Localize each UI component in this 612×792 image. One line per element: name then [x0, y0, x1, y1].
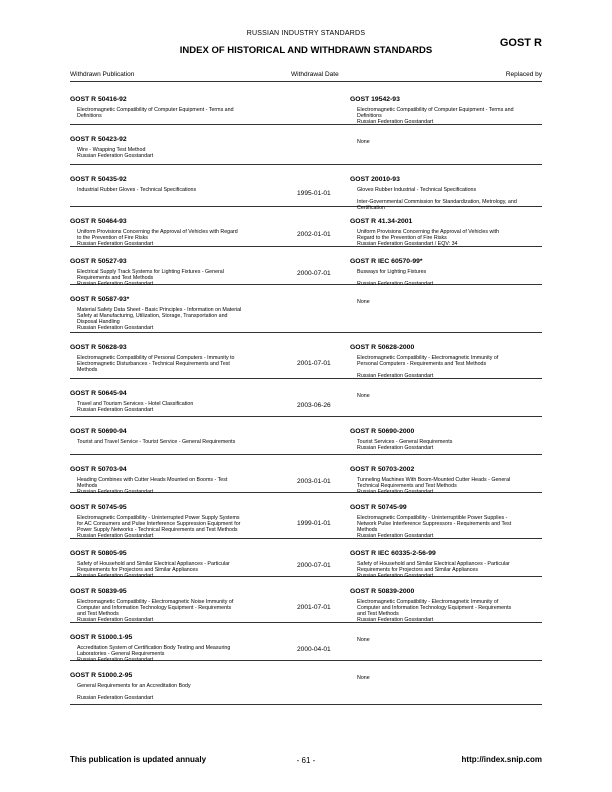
replacement-standard-code: GOST R 50628-2000 — [350, 344, 415, 351]
withdrawn-cell — [70, 176, 265, 193]
header-rule — [70, 81, 542, 82]
withdrawn-standard-code: GOST R 50805-95 — [70, 550, 127, 557]
withdrawn-cell — [70, 466, 265, 495]
replacement-description-line: Requirements for Projectors and Similar Appliances — [357, 567, 479, 573]
withdrawn-cell — [70, 218, 265, 247]
replacement-description — [357, 675, 542, 681]
withdrawn-standard-code: GOST R 50464-93 — [70, 218, 127, 225]
withdrawn-description — [77, 355, 265, 373]
withdrawn-cell — [70, 504, 265, 539]
withdrawn-description-line: Electrical Supply Track Systems for Lighting Fixtures - General — [77, 269, 224, 275]
replacement-description-line: Network Pulse Interference Suppressors - Requirements and Test — [357, 521, 512, 527]
replacement-description-line: Inter-Governmental Commission for Standardization, Metrology, and — [357, 199, 517, 205]
table-row — [70, 577, 542, 623]
withdrawn-description-line: Electromagnetic Compatibility - Uninterrupted Power Supply Systems — [77, 515, 240, 521]
replacement-cell — [350, 176, 542, 211]
withdrawn-description — [77, 147, 265, 159]
withdrawn-cell — [70, 588, 265, 623]
replacement-organization: Russian Federation Gosstandart / EQV: 34 — [357, 241, 458, 247]
withdrawn-description — [77, 307, 265, 331]
withdrawn-description — [77, 515, 265, 539]
replacement-description-line: Electromagnetic Compatibility of Computer Equipment - Terms and — [357, 107, 514, 113]
replacement-description-line: Regard to the Prevention of Fire Risks — [357, 235, 447, 241]
replacement-standard-code: GOST 19542-93 — [350, 96, 400, 103]
withdrawn-standard-code: GOST R 50527-93 — [70, 258, 127, 265]
table-row — [70, 333, 542, 379]
replacement-description-line: Certification — [357, 205, 385, 211]
replacement-standard-code: GOST R 50703-2002 — [350, 466, 415, 473]
withdrawn-description — [77, 683, 265, 701]
table-row — [70, 417, 542, 455]
withdrawn-organization: Russian Federation Gosstandart — [77, 153, 154, 159]
replacement-cell — [350, 344, 542, 379]
withdrawn-description-line: to the Prevention of Fire Risks — [77, 235, 148, 241]
replacement-description-line: Definitions — [357, 113, 382, 119]
withdrawal-date: 2002-01-01 — [297, 231, 331, 238]
replacement-description-line: Technical Requirements and Test Methods — [357, 483, 457, 489]
replacement-cell — [350, 136, 542, 145]
replacement-description — [357, 515, 542, 539]
withdrawn-description-line: Computer and Information Technology Equipment - Requirements — [77, 605, 232, 611]
withdrawn-cell — [70, 258, 265, 287]
withdrawn-description-line: General Requirements for an Accreditation Body — [77, 683, 191, 689]
withdrawal-date: 2003-01-01 — [297, 478, 331, 485]
table-row — [70, 539, 542, 577]
withdrawn-description-line: Tourist and Travel Service - Tourist Service - General Requirements — [77, 439, 236, 445]
replacement-cell — [350, 218, 542, 247]
withdrawn-organization: Russian Federation Gosstandart — [77, 657, 154, 663]
table-row — [70, 125, 542, 165]
replacement-cell — [350, 96, 542, 125]
withdrawn-description-line: Safety of Household and Similar Electrical Appliances - Particular — [77, 561, 230, 567]
withdrawn-description-line: Power Supply Networks - Technical Requirements and Test Methods — [77, 527, 238, 533]
withdrawn-cell — [70, 344, 265, 373]
replacement-description — [357, 439, 542, 451]
withdrawn-description-line: Accreditation System of Certification Body Testing and Measuring — [77, 645, 231, 651]
replacement-description-line: Electromagnetic Compatibility - Uninterruptible Power Supplies - — [357, 515, 508, 521]
replacement-description — [357, 393, 542, 399]
withdrawn-description-line: Uniform Provisions Concerning the Approval of Vehicles with Regard — [77, 229, 238, 235]
withdrawn-description — [77, 187, 265, 193]
replacement-cell — [350, 504, 542, 539]
table-row — [70, 455, 542, 493]
replacement-description-line: Busways for Lighting Fixtures — [357, 269, 427, 275]
replacement-standard-code: GOST R 50690-2000 — [350, 428, 415, 435]
withdrawn-description-line: and Test Methods — [77, 611, 119, 617]
withdrawn-description-line: Heading Combines with Cutter Heads Mounted on Booms - Test — [77, 477, 228, 483]
replacement-cell — [350, 588, 542, 623]
column-header-replaced: Replaced by — [505, 71, 542, 78]
withdrawn-description — [77, 439, 265, 445]
replacement-cell — [350, 258, 542, 287]
replacement-description — [357, 637, 542, 643]
withdrawn-description-line: Safety at Manufacturing, Utilization, Storage, Transportation and — [77, 313, 228, 319]
withdrawn-organization: Russian Federation Gosstandart — [77, 489, 154, 495]
table-row — [70, 493, 542, 539]
replacement-description-line: Personal Computers - Requirements and Test Methods — [357, 361, 487, 367]
withdrawn-organization: Russian Federation Gosstandart — [77, 407, 154, 413]
withdrawn-organization: Russian Federation Gosstandart — [77, 617, 154, 623]
header-top-line: RUSSIAN INDUSTRY STANDARDS — [246, 30, 366, 37]
withdrawn-cell — [70, 634, 265, 663]
replacement-organization: Russian Federation Gosstandart — [357, 373, 434, 379]
replacement-description-line: Uniform Provisions Concerning the Approval of Vehicles with — [357, 229, 499, 235]
withdrawn-standard-code: GOST R 50690-94 — [70, 428, 127, 435]
withdrawn-standard-code: GOST R 50839-95 — [70, 588, 127, 595]
withdrawn-cell — [70, 136, 265, 159]
withdrawn-standard-code: GOST R 50628-93 — [70, 344, 127, 351]
replacement-standard-code: GOST 20010-93 — [350, 176, 400, 183]
withdrawn-description-line: Industrial Rubber Gloves - Technical Specifications — [77, 187, 197, 193]
replacement-description-line: Computer and Information Technology Equipment - Requirements — [357, 605, 512, 611]
replacement-description-line: Tourist Services - General Requirements — [357, 439, 453, 445]
replacement-description-line: Electromagnetic Compatibility - Electromagnetic Immunity of — [357, 599, 499, 605]
withdrawal-date: 2000-07-01 — [297, 562, 331, 569]
withdrawn-description-line: Laboratories - General Requirements — [77, 651, 165, 657]
replacement-cell — [350, 466, 542, 495]
replacement-description — [357, 229, 542, 247]
replacement-description-line: None — [357, 299, 370, 305]
withdrawn-description — [77, 107, 265, 119]
withdrawn-organization: Russian Federation Gosstandart — [77, 325, 154, 331]
withdrawn-description-line: Requirements for Projectors and Similar Appliances — [77, 567, 199, 573]
withdrawal-date: 2000-04-01 — [297, 646, 331, 653]
withdrawn-description-line: Electromagnetic Compatibility of Personal Computers - Immunity to — [77, 355, 235, 361]
withdrawn-description-line: Disposal Handling — [77, 319, 120, 325]
page-title: INDEX OF HISTORICAL AND WITHDRAWN STANDARDS — [179, 45, 433, 56]
withdrawn-description-line: Requirements and Test Methods — [77, 275, 154, 281]
standards-list — [70, 85, 542, 705]
table-row — [70, 247, 542, 285]
withdrawn-organization: Russian Federation Gosstandart — [77, 533, 154, 539]
table-row — [70, 207, 542, 247]
replacement-organization: Russian Federation Gosstandart — [357, 119, 434, 125]
withdrawn-standard-code: GOST R 50435-92 — [70, 176, 127, 183]
withdrawn-cell — [70, 672, 265, 701]
withdrawn-organization: Russian Federation Gosstandart — [77, 281, 154, 287]
withdrawn-standard-code: GOST R 50703-94 — [70, 466, 127, 473]
table-row — [70, 623, 542, 661]
withdrawn-organization: Russian Federation Gosstandart — [77, 695, 154, 701]
withdrawn-cell — [70, 550, 265, 579]
replacement-organization: Russian Federation Gosstandart — [357, 281, 434, 287]
withdrawn-cell — [70, 296, 265, 331]
replacement-description — [357, 299, 542, 305]
withdrawn-description-line: Methods — [77, 483, 98, 489]
header-code: GOST R — [499, 37, 542, 49]
replacement-standard-code: GOST R IEC 60335-2-56-99 — [350, 550, 436, 557]
table-row — [70, 661, 542, 705]
table-row — [70, 85, 542, 125]
replacement-organization: Russian Federation Gosstandart — [357, 533, 434, 539]
table-row — [70, 285, 542, 333]
replacement-cell — [350, 428, 542, 451]
column-header-withdrawn: Withdrawn Publication — [70, 71, 135, 78]
replacement-standard-code: GOST R 50745-99 — [350, 504, 407, 511]
replacement-description-line: None — [357, 393, 370, 399]
withdrawal-date: 2003-06-26 — [297, 402, 331, 409]
withdrawn-description — [77, 599, 265, 623]
withdrawal-date: 1999-01-01 — [297, 520, 331, 527]
replacement-description-line: Safety of Household and Similar Electrical Appliances - Particular — [357, 561, 510, 567]
withdrawn-description-line: Definitions — [77, 113, 102, 119]
withdrawn-standard-code: GOST R 51000.2-95 — [70, 672, 133, 679]
replacement-organization: Russian Federation Gosstandart — [357, 489, 434, 495]
replacement-description — [357, 599, 542, 623]
withdrawn-description-line: Electromagnetic Compatibility - Electromagnetic Noise Immunity of — [77, 599, 234, 605]
replacement-cell — [350, 296, 542, 305]
withdrawal-date: 2001-07-01 — [297, 604, 331, 611]
withdrawn-standard-code: GOST R 50645-94 — [70, 390, 127, 397]
withdrawn-description-line: Methods — [77, 367, 98, 373]
replacement-cell — [350, 634, 542, 643]
withdrawn-description-line: Travel and Tourism Services - Hotel Classification — [77, 401, 194, 407]
withdrawn-standard-code: GOST R 50587-93* — [70, 296, 130, 303]
footer-note: This publication is updated annualy — [70, 755, 207, 764]
withdrawn-description-line: Wire - Wrapping Test Method — [77, 147, 146, 153]
withdrawn-standard-code: GOST R 50745-95 — [70, 504, 127, 511]
replacement-description-line: and Test Methods — [357, 611, 399, 617]
replacement-description-line: Methods — [357, 527, 378, 533]
replacement-organization: Russian Federation Gosstandart — [357, 617, 434, 623]
replacement-cell — [350, 672, 542, 681]
replacement-description — [357, 139, 542, 145]
replacement-standard-code: GOST R IEC 60570-99* — [350, 258, 423, 265]
withdrawn-standard-code: GOST R 51000.1-95 — [70, 634, 133, 641]
replacement-organization: Russian Federation Gosstandart — [357, 573, 434, 579]
withdrawn-standard-code: GOST R 50423-92 — [70, 136, 127, 143]
replacement-standard-code: GOST R 41.34-2001 — [350, 218, 413, 225]
replacement-cell — [350, 390, 542, 399]
replacement-description-line: Gloves Rubber Industrial - Technical Specifications — [357, 187, 477, 193]
replacement-cell — [350, 550, 542, 579]
replacement-organization: Russian Federation Gosstandart — [357, 445, 434, 451]
replacement-description-line: Electromagnetic Compatibility - Electromagnetic Immunity of — [357, 355, 499, 361]
withdrawal-date: 2000-07-01 — [297, 270, 331, 277]
table-row — [70, 165, 542, 211]
replacement-description — [357, 355, 542, 379]
table-row — [70, 379, 542, 417]
withdrawn-cell — [70, 428, 265, 445]
withdrawn-cell — [70, 96, 265, 119]
withdrawn-organization: Russian Federation Gosstandart — [77, 573, 154, 579]
column-header-date: Withdrawal Date — [291, 71, 339, 78]
withdrawn-description-line: Electromagnetic Compatibility of Computer Equipment - Terms and — [77, 107, 234, 113]
page-number: - 61 - — [296, 756, 316, 765]
replacement-description-line: Tunneling Machines With Boom-Mounted Cutter Heads - General — [357, 477, 511, 483]
replacement-description — [357, 107, 542, 125]
footer-url[interactable]: http://index.snip.com — [461, 755, 542, 764]
replacement-description-line: None — [357, 637, 370, 643]
replacement-description-line: None — [357, 139, 370, 145]
withdrawal-date: 1995-01-01 — [297, 190, 331, 197]
withdrawn-description — [77, 229, 265, 247]
withdrawn-description-line: Material Safety Data Sheet - Basic Principles - Information on Material — [77, 307, 242, 313]
withdrawn-description-line: Electromagnetic Disturbances - Technical Requirements and Test — [77, 361, 230, 367]
withdrawal-date: 2001-07-01 — [297, 360, 331, 367]
withdrawn-description-line: for AC Consumers and Pulse Interference Suppression Equipment for — [77, 521, 241, 527]
replacement-standard-code: GOST R 50839-2000 — [350, 588, 415, 595]
withdrawn-organization: Russian Federation Gosstandart — [77, 241, 154, 247]
replacement-description-line: None — [357, 675, 370, 681]
withdrawn-standard-code: GOST R 50416-92 — [70, 96, 127, 103]
withdrawn-description — [77, 401, 265, 413]
withdrawn-cell — [70, 390, 265, 413]
